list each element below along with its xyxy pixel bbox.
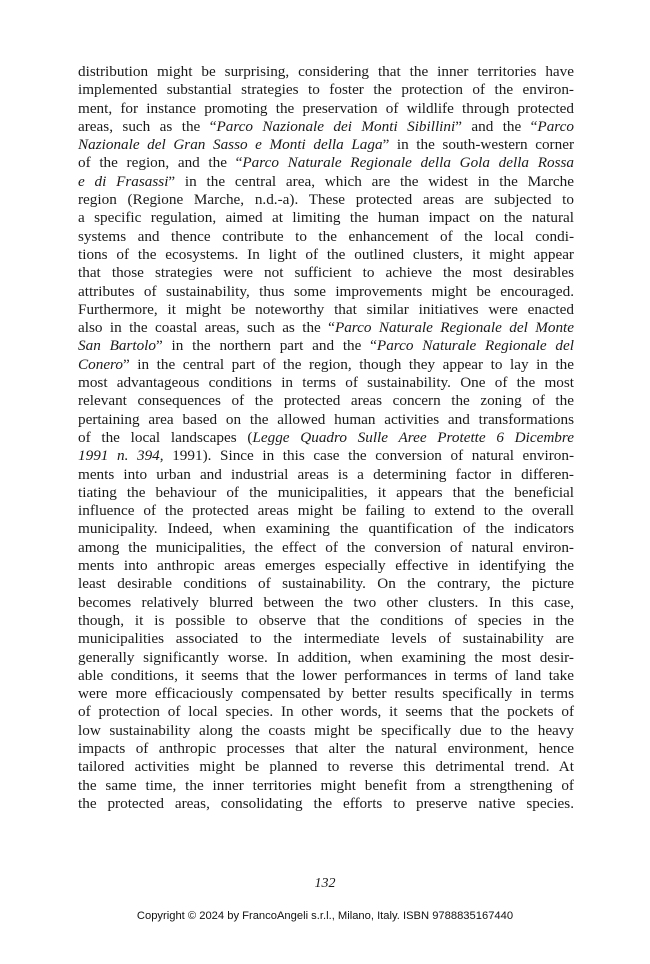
page-body xyxy=(78,63,574,813)
text-line: pertaining area based on the allowed human activities and transformations xyxy=(78,410,574,428)
text-line: municipality. Indeed, when examining the quantification of the indicators xyxy=(78,520,574,538)
text-line: least desirable conditions of sustainability. On the contrary, the picture xyxy=(78,575,574,593)
text-line: were more efficaciously compensated by better results specifically in terms xyxy=(78,685,574,703)
text-line: Nazionale del Gran Sasso e Monti della Laga” in the south-western corner xyxy=(78,136,575,154)
text-line: among the municipalities, the effect of the conversion of natural environ- xyxy=(78,538,574,556)
text-line: the protected areas, consolidating the efforts to preserve native species. xyxy=(78,794,574,812)
text-line: of the local landscapes (Legge Quadro Sulle Aree Protette 6 Dicembre xyxy=(78,428,574,446)
text-line: implemented substantial strategies to foster the protection of the environ- xyxy=(78,81,574,99)
text-line: areas, such as the “Parco Nazionale dei Monti Sibillini” and the “Parco xyxy=(78,117,574,135)
text-line: also in the coastal areas, such as the “Parco Naturale Regionale del Monte xyxy=(78,319,574,337)
text-line: tailored activities might be planned to reverse this detrimental trend. At xyxy=(78,758,574,776)
text-line: San Bartolo” in the northern part and the “Parco Naturale Regionale del xyxy=(78,337,574,355)
text-line: distribution might be surprising, considering that the inner territories have xyxy=(78,63,574,80)
text-line: municipalities associated to the intermediate levels of sustainability are xyxy=(78,630,574,648)
copyright-notice: Copyright © 2024 by FrancoAngeli s.r.l., Milano, Italy. ISBN 9788835167440 xyxy=(136,910,514,922)
text-line: able conditions, it seems that the lower performances in terms of land take xyxy=(78,666,574,684)
text-line: impacts of anthropic processes that alter the natural environment, hence xyxy=(78,739,574,757)
text-line: ment, for instance promoting the preservation of wildlife through protected xyxy=(78,99,574,117)
text-line: Conero” in the central part of the region, though they appear to lay in the xyxy=(78,355,574,373)
text-line: generally significantly worse. In addition, when examining the most desir- xyxy=(78,648,574,666)
text-line: region (Regione Marche, n.d.-a). These protected areas are subjected to xyxy=(78,191,574,209)
body-paragraph xyxy=(78,63,574,813)
text-line: Furthermore, it might be noteworthy that similar initiatives were enacted xyxy=(78,300,574,318)
text-line: though, it is possible to observe that the conditions of species in the xyxy=(78,611,574,629)
text-line: influence of the protected areas might be failing to extend to the overall xyxy=(78,502,574,520)
text-line: a specific regulation, aimed at limiting the human impact on the natural xyxy=(78,209,574,227)
text-line: low sustainability along the coasts might be specifically due to the heavy xyxy=(78,721,574,739)
text-line: relevant consequences of the protected areas concern the zoning of the xyxy=(78,392,574,410)
text-line: systems and thence contribute to the enhancement of the local condi- xyxy=(78,227,574,245)
text-line: ments into urban and industrial areas is a determining factor in differen- xyxy=(78,465,574,483)
text-line: of protection of local species. In other words, it seems that the pockets of xyxy=(78,703,574,721)
text-line: of the region, and the “Parco Naturale Regionale della Gola della Rossa xyxy=(78,154,574,172)
text-line: the same time, the inner territories might benefit from a strengthening of xyxy=(78,776,574,794)
text-line: tions of the ecosystems. In light of the outlined clusters, it might appear xyxy=(78,245,574,263)
text-line: attributes of sustainability, thus some improvements might be encouraged. xyxy=(78,282,574,300)
text-line: ments into anthropic areas emerges especially effective in identifying the xyxy=(78,557,574,575)
text-line: most advantageous conditions in terms of sustainability. One of the most xyxy=(78,374,574,392)
text-line: becomes relatively blurred between the two other clusters. In this case, xyxy=(78,593,574,611)
text-line: e di Frasassi” in the central area, which are the widest in the Marche xyxy=(78,172,574,190)
page-number: 132 xyxy=(314,876,336,891)
text-line: tiating the behaviour of the municipalities, it appears that the beneficial xyxy=(78,483,574,501)
text-line: that those strategies were not sufficient to achieve the most desirables xyxy=(78,264,574,282)
text-line: 1991 n. 394, 1991). Since in this case the conversion of natural environ- xyxy=(78,447,575,465)
